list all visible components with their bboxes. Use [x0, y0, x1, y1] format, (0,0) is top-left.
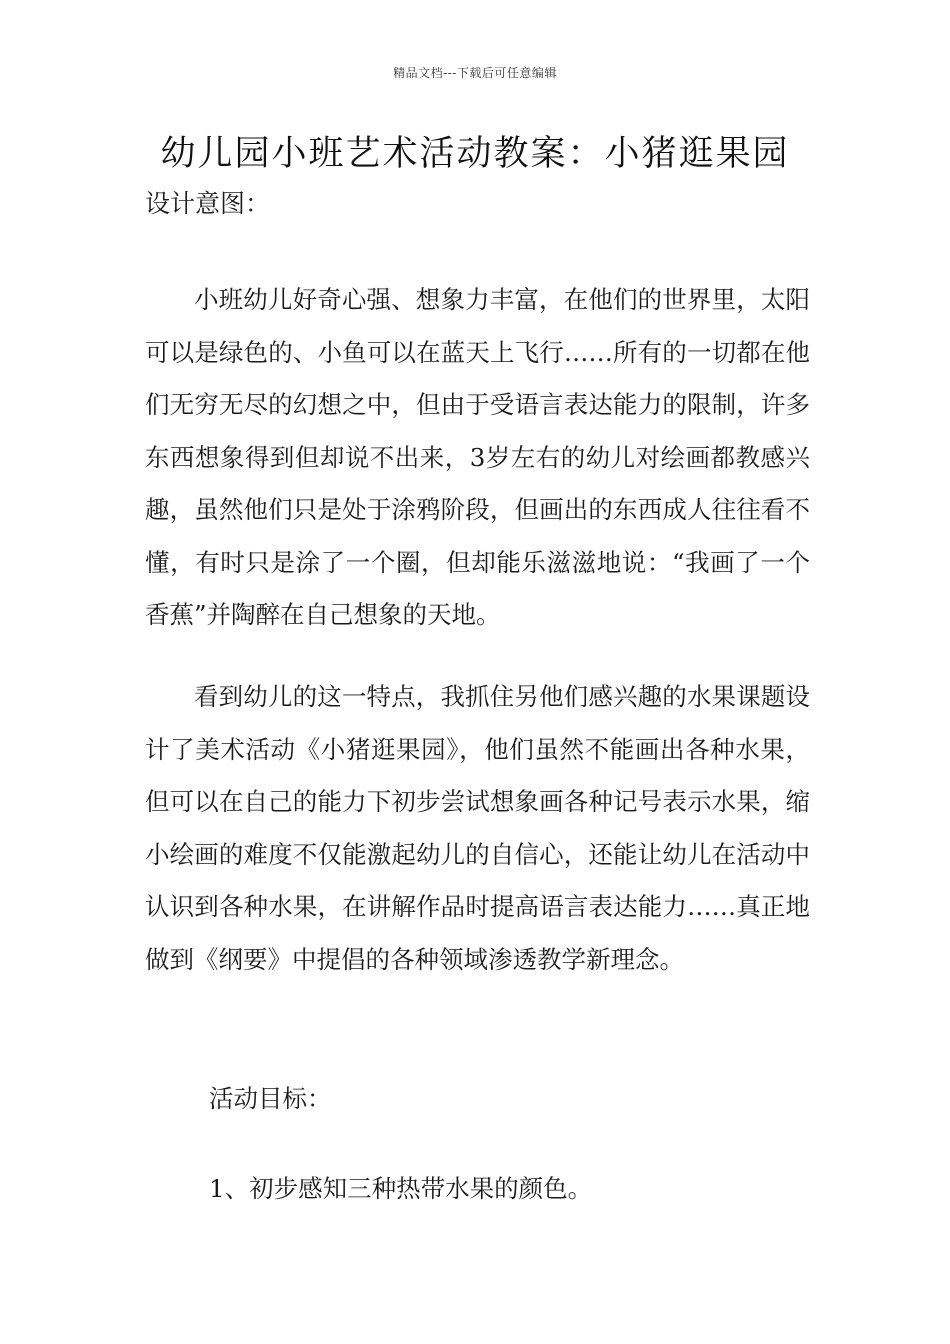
design-intent-label: 设计意图： [145, 189, 271, 218]
activity-goal-item: 1、初步感知三种热带水果的颜色。 [209, 1174, 593, 1203]
document-title: 幼儿园小班艺术活动教案：小猪逛果园 [160, 134, 790, 174]
page-header-note: 精品文档---下载后可任意编辑 [393, 66, 557, 80]
activity-goals-heading: 活动目标： [209, 1084, 332, 1113]
body-paragraph: 看到幼儿的这一特点，我抓住另他们感兴趣的水果课题设计了美术活动《小猪逛果园》，他们虽然不能画出各种水果，但可以在自己的能力下初步尝试想象画各种记号表示水果，缩小绘画的难度不仅能激起幼儿的自信心，还能让幼儿在活动中认识到各种水果，在讲解作品时提高语言表达能力……真正地做到《纲要》中提倡的各种领域渗透教学新理念。 [145, 682, 810, 974]
body-paragraph: 小班幼儿好奇心强、想象力丰富，在他们的世界里，太阳可以是绿色的、小鱼可以在蓝天上飞行……所有的一切都在他们无穷无尽的幻想之中，但由于受语言表达能力的限制，许多东西想象得到但却说不出来，3岁左右的幼儿对绘画都教感兴趣，虽然他们只是处于涂鸦阶段，但画出的东西成人往往看不懂，有时只是涂了一个圈，但却能乐滋滋地说：“我画了一个香蕉”并陶醉在自己想象的天地。 [145, 285, 810, 629]
